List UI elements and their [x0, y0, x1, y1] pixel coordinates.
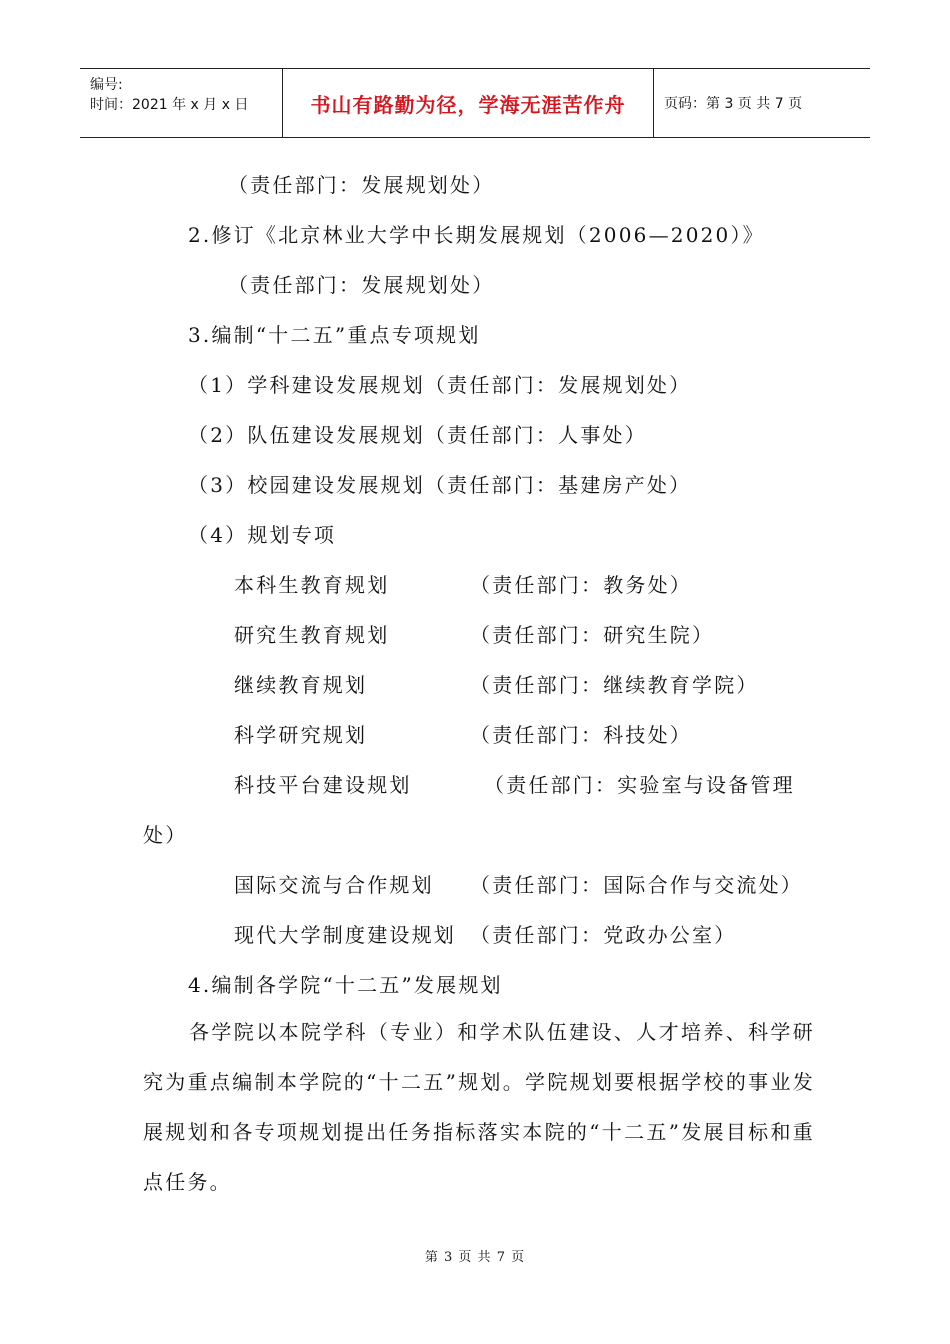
plan-dept: （责任部门：实验室与设备管理: [484, 773, 795, 797]
plan-dept: （责任部门：教务处）: [470, 573, 692, 597]
document-time-label: 时间：2021 年 x 月 x 日: [90, 97, 249, 113]
plan-dept: （责任部门：国际合作与交流处）: [470, 873, 803, 897]
header-page-code: 页码：第 3 页 共 7 页: [664, 96, 803, 112]
plan-name: 科技平台建设规划: [234, 773, 412, 797]
item-4-paragraph: 各学院以本院学科（专业）和学术队伍建设、人才培养、科学研究为重点编制本学院的“十二五”规划。学院规划要根据学校的事业发展规划和各专项规划提出任务指标落实本院的“十二五”发展目标和重点任务。: [143, 1020, 815, 1194]
plan-name: 本科生教育规划: [234, 573, 390, 597]
sub-item-3: （3）校园建设发展规划（责任部门：基建房产处）: [188, 473, 692, 497]
plan-dept-wrap: 处）: [143, 823, 188, 847]
plan-name: 继续教育规划: [234, 673, 368, 697]
plan-name: 研究生教育规划: [234, 623, 390, 647]
header-motto: 书山有路勤为径，学海无涯苦作舟: [310, 92, 626, 117]
document-header: [80, 68, 870, 138]
sub-item-1: （1）学科建设发展规划（责任部门：发展规划处）: [188, 373, 692, 397]
plan-dept: （责任部门：科技处）: [470, 723, 692, 747]
plan-name: 现代大学制度建设规划: [234, 923, 456, 947]
document-number-label: 编号:: [90, 77, 123, 93]
item-3-title: 3.编制“十二五”重点专项规划: [188, 323, 481, 347]
sub-item-2: （2）队伍建设发展规划（责任部门：人事处）: [188, 423, 647, 447]
sub-item-4: （4）规划专项: [188, 523, 337, 547]
item-2-dept: （责任部门：发展规划处）: [228, 273, 495, 297]
plan-dept: （责任部门：继续教育学院）: [470, 673, 759, 697]
header-meta: [90, 75, 248, 115]
item-4-title: 4.编制各学院“十二五”发展规划: [188, 973, 503, 997]
item-2-title: 2.修订《北京林业大学中长期发展规划（2006—2020）》: [188, 223, 765, 247]
plan-dept: （责任部门：研究生院）: [470, 623, 715, 647]
page-footer: 第 3 页 共 7 页: [424, 1250, 526, 1265]
plan-dept: （责任部门：党政办公室）: [470, 923, 737, 947]
plan-name: 国际交流与合作规划: [234, 873, 434, 897]
header-divider: [653, 69, 654, 137]
plan-name: 科学研究规划: [234, 723, 368, 747]
dept-line: （责任部门：发展规划处）: [228, 173, 495, 197]
